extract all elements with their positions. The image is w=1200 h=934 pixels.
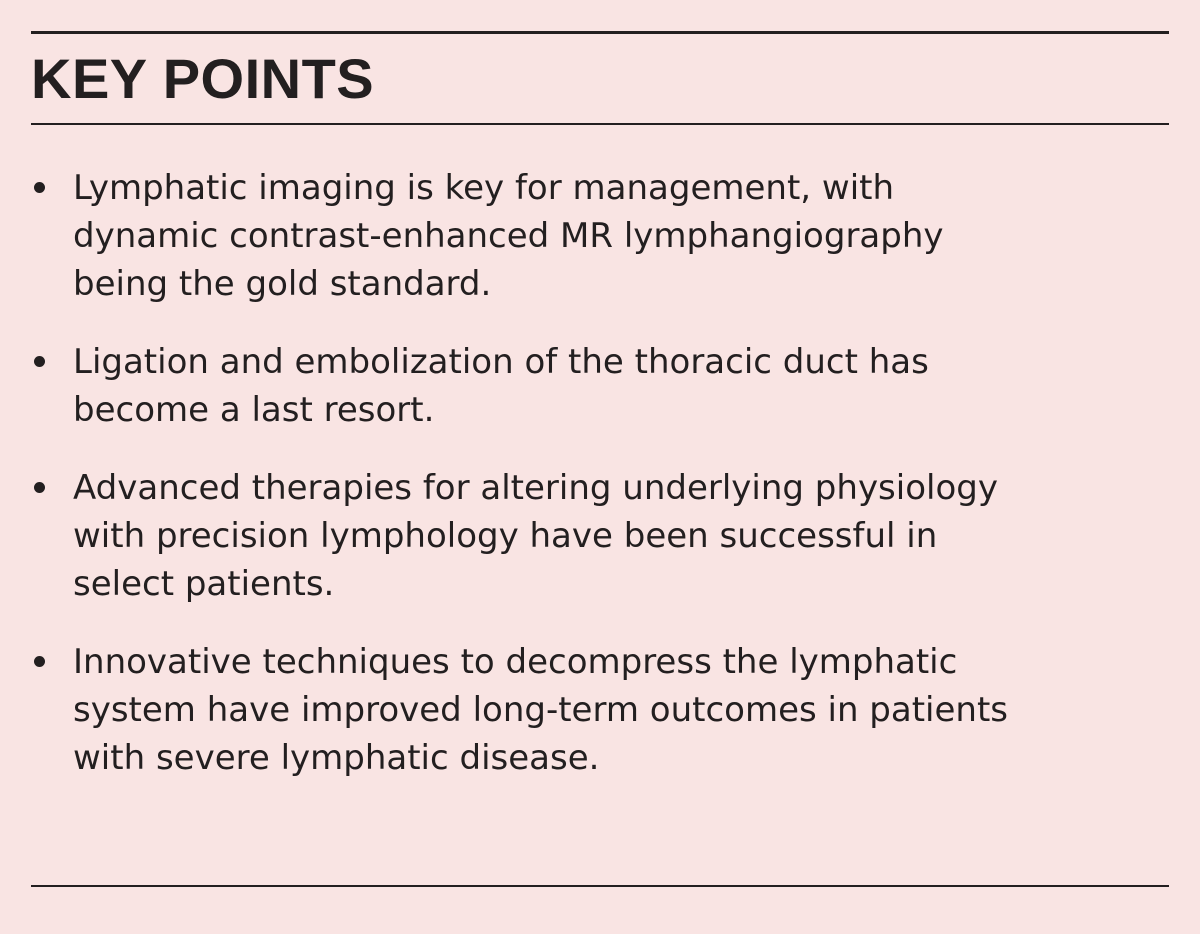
- bullet-dot-icon: [34, 482, 45, 493]
- top-rule: [31, 31, 1169, 34]
- key-point-line: select patients.: [73, 564, 335, 604]
- key-point-line: system have improved long-term outcomes in patients: [73, 690, 1009, 730]
- key-point-item: [31, 164, 1169, 308]
- key-point-line: become a last resort.: [73, 390, 435, 430]
- bottom-rule: [31, 885, 1169, 887]
- key-point-item: [31, 464, 1169, 608]
- key-point-line: dynamic contrast-enhanced MR lymphangiography: [73, 216, 944, 256]
- key-point-item: [31, 638, 1169, 782]
- key-point-line: Advanced therapies for altering underlying physiology: [73, 468, 998, 508]
- bullet-dot-icon: [34, 656, 45, 667]
- key-point-line: Lymphatic imaging is key for management, with: [73, 168, 895, 208]
- key-points-list: [31, 164, 1169, 782]
- key-point-line: with severe lymphatic disease.: [73, 738, 600, 778]
- key-point-item: [31, 338, 1169, 434]
- key-point-line: Ligation and embolization of the thoracic duct has: [73, 342, 929, 382]
- key-points-heading: KEY POINTS: [31, 47, 375, 110]
- key-point-line: with precision lymphology have been successful in: [73, 516, 938, 556]
- key-point-line: Innovative techniques to decompress the lymphatic: [73, 642, 958, 682]
- bullet-dot-icon: [34, 182, 45, 193]
- bullet-dot-icon: [34, 356, 45, 367]
- heading-rule: [31, 123, 1169, 125]
- key-point-line: being the gold standard.: [73, 264, 492, 304]
